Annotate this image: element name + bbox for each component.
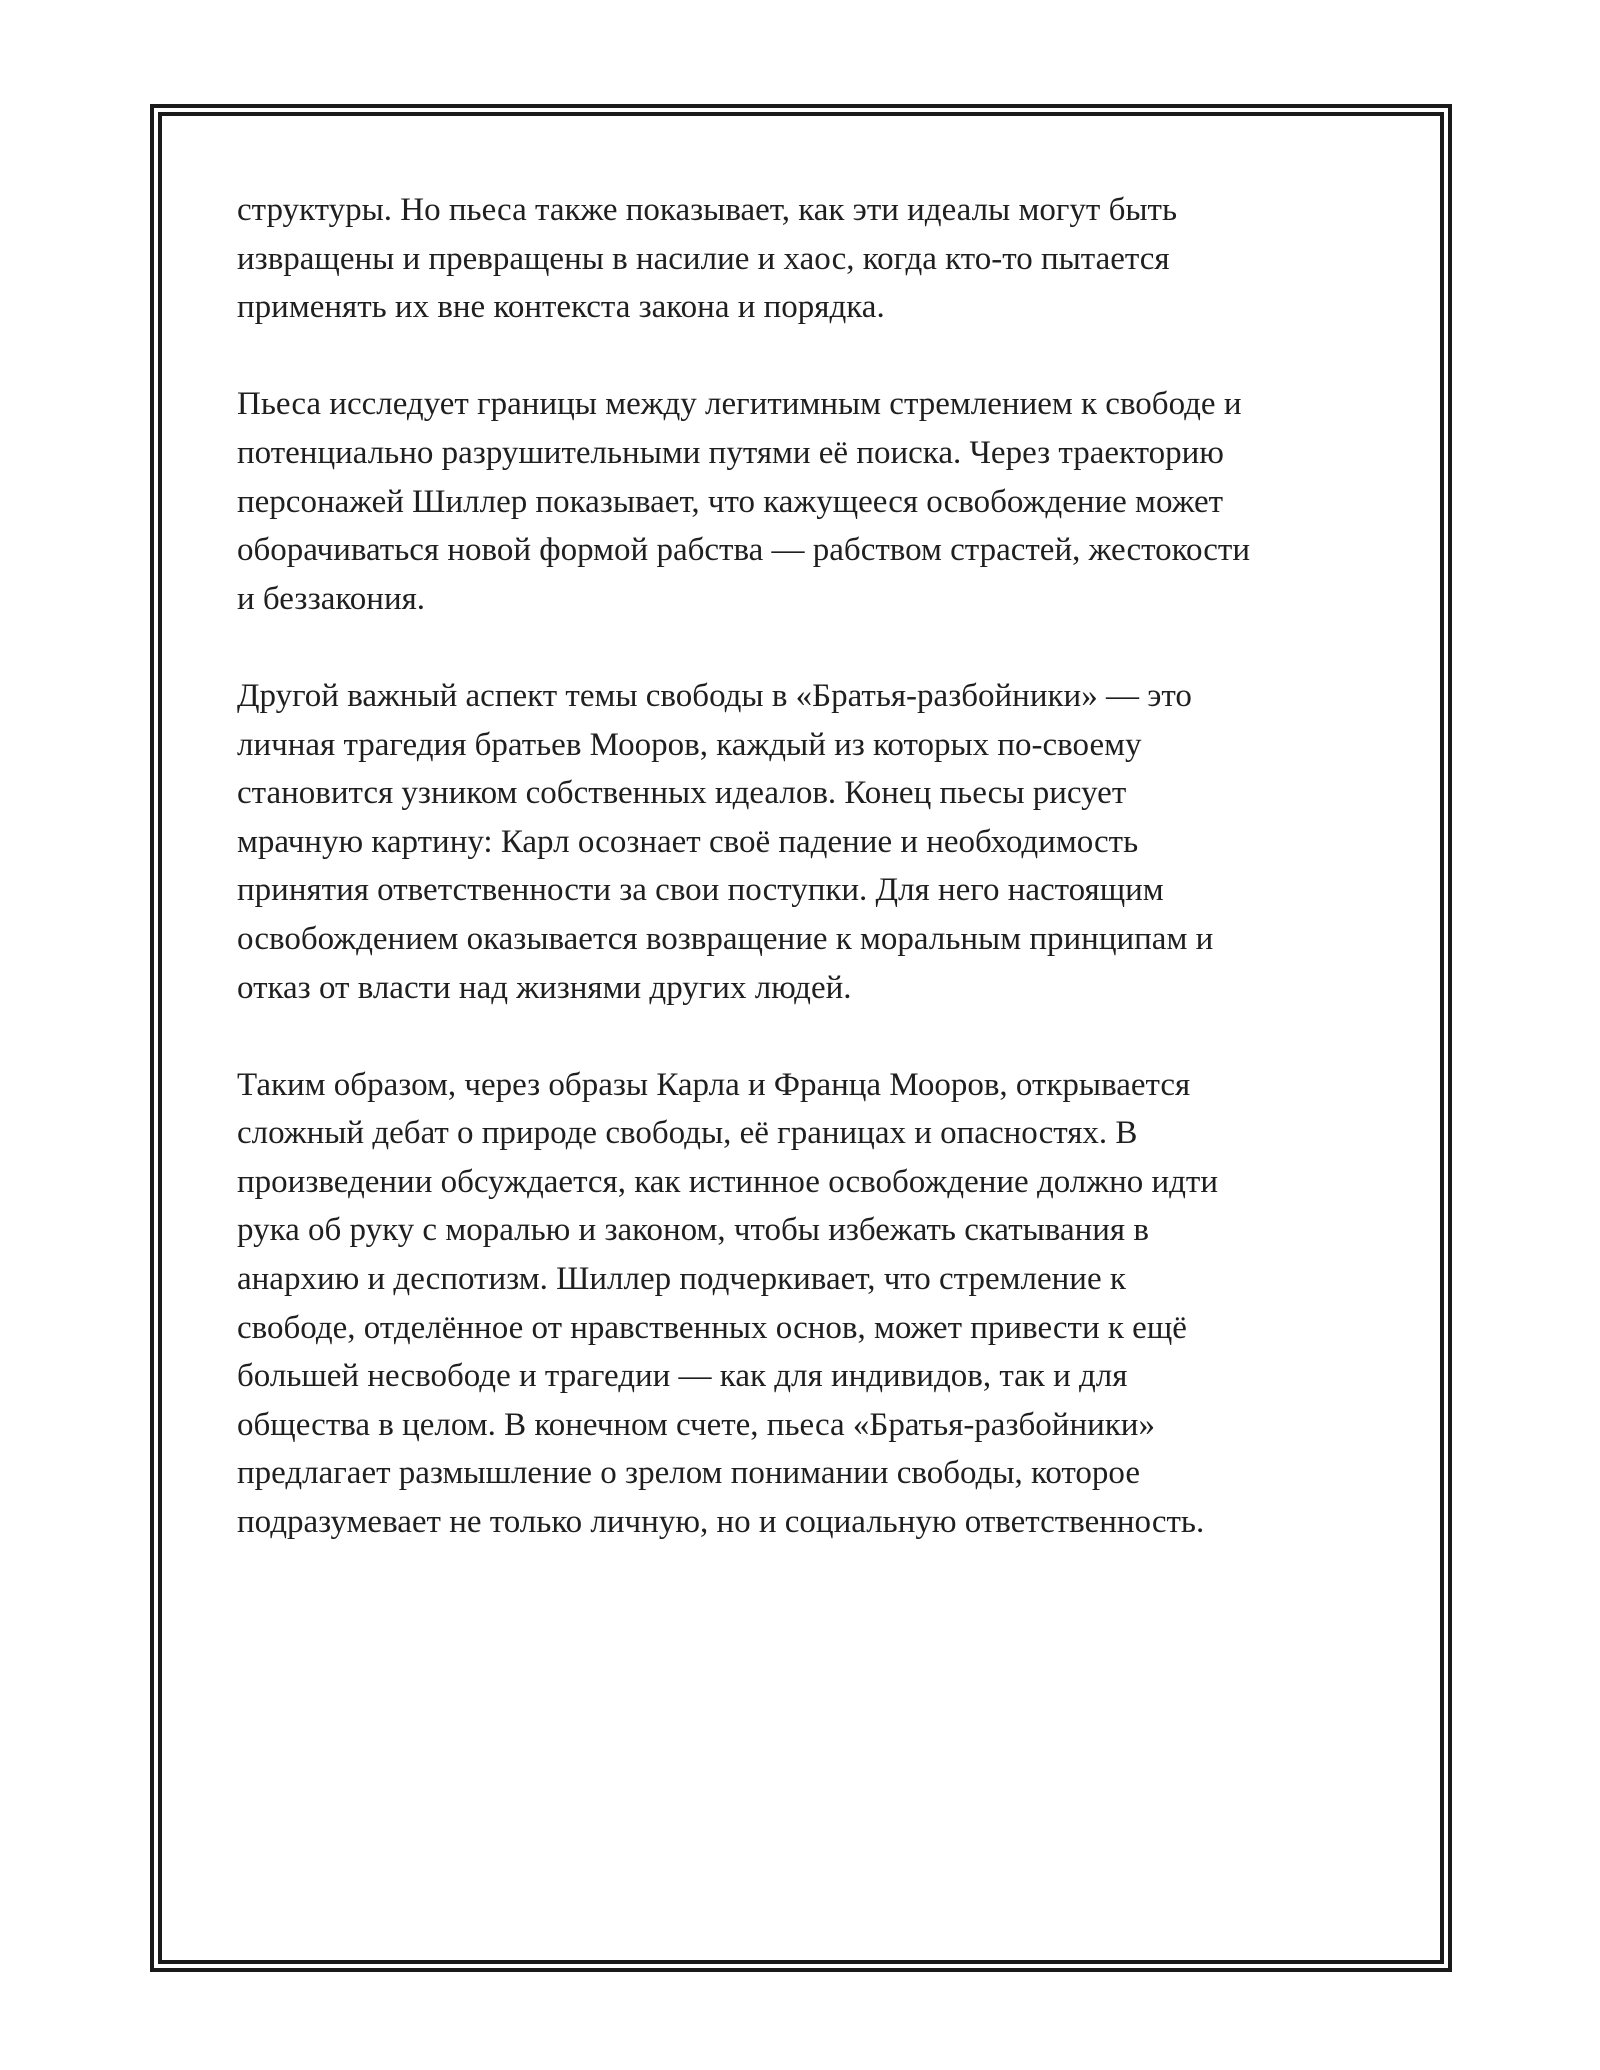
text-line: структуры. Но пьеса также показывает, как эти идеалы могут быть xyxy=(237,192,1178,228)
paragraph-2 xyxy=(237,380,1387,623)
text-line: Другой важный аспект темы свободы в «Братья-разбойники» — это xyxy=(237,677,1192,714)
text-line: становится узником собственных идеалов. Конец пьесы рисует xyxy=(237,775,1127,812)
text-line: предлагает размышление о зрелом понимании свободы, которое xyxy=(237,1455,1140,1492)
paragraph-1 xyxy=(237,186,1387,332)
text-line: персонажей Шиллер показывает, что кажущееся освобождение может xyxy=(237,483,1224,520)
text-line: применять их вне контекста закона и порядка. xyxy=(237,289,885,326)
text-line: большей несвободе и трагедии — как для индивидов, так и для xyxy=(237,1358,1128,1395)
text-line: потенциально разрушительными путями её поиска. Через траекторию xyxy=(237,434,1224,471)
text-line: освобождением оказывается возвращение к моральным принципам и xyxy=(237,920,1214,957)
text-line: Пьеса исследует границы между легитимным стремлением к свободе и xyxy=(237,386,1242,423)
text-line: сложный дебат о природе свободы, её границах и опасностях. В xyxy=(237,1115,1138,1152)
text-line: оборачиваться новой формой рабства — рабством страстей, жестокости xyxy=(237,532,1250,569)
text-line: Таким образом, через образы Карла и Франца Мооров, открывается xyxy=(237,1066,1191,1103)
text-line: извращены и превращены в насилие и хаос, когда кто-то пытается xyxy=(237,240,1170,277)
text-line: отказ от власти над жизнями других людей. xyxy=(237,969,852,1006)
document-body xyxy=(237,186,1387,1595)
paragraph-3 xyxy=(237,672,1387,1012)
text-line: и беззакония. xyxy=(237,580,426,617)
paragraph-4 xyxy=(237,1061,1387,1547)
text-line: подразумевает не только личную, но и социальную ответственность. xyxy=(237,1504,1205,1541)
text-line: личная трагедия братьев Мооров, каждый из которых по-своему xyxy=(237,726,1142,763)
text-line: произведении обсуждается, как истинное освобождение должно идти xyxy=(237,1163,1219,1200)
text-line: анархию и деспотизм. Шиллер подчеркивает, что стремление к xyxy=(237,1261,1126,1298)
text-line: свободе, отделённое от нравственных основ, может привести к ещё xyxy=(237,1309,1187,1346)
text-line: принятия ответственности за свои поступки. Для него настоящим xyxy=(237,872,1164,909)
text-line: общества в целом. В конечном счете, пьеса «Братья-разбойники» xyxy=(237,1406,1155,1443)
text-line: мрачную картину: Карл осознает своё падение и необходимость xyxy=(237,823,1139,860)
text-line: рука об руку с моралью и законом, чтобы избежать скатывания в xyxy=(237,1212,1149,1249)
